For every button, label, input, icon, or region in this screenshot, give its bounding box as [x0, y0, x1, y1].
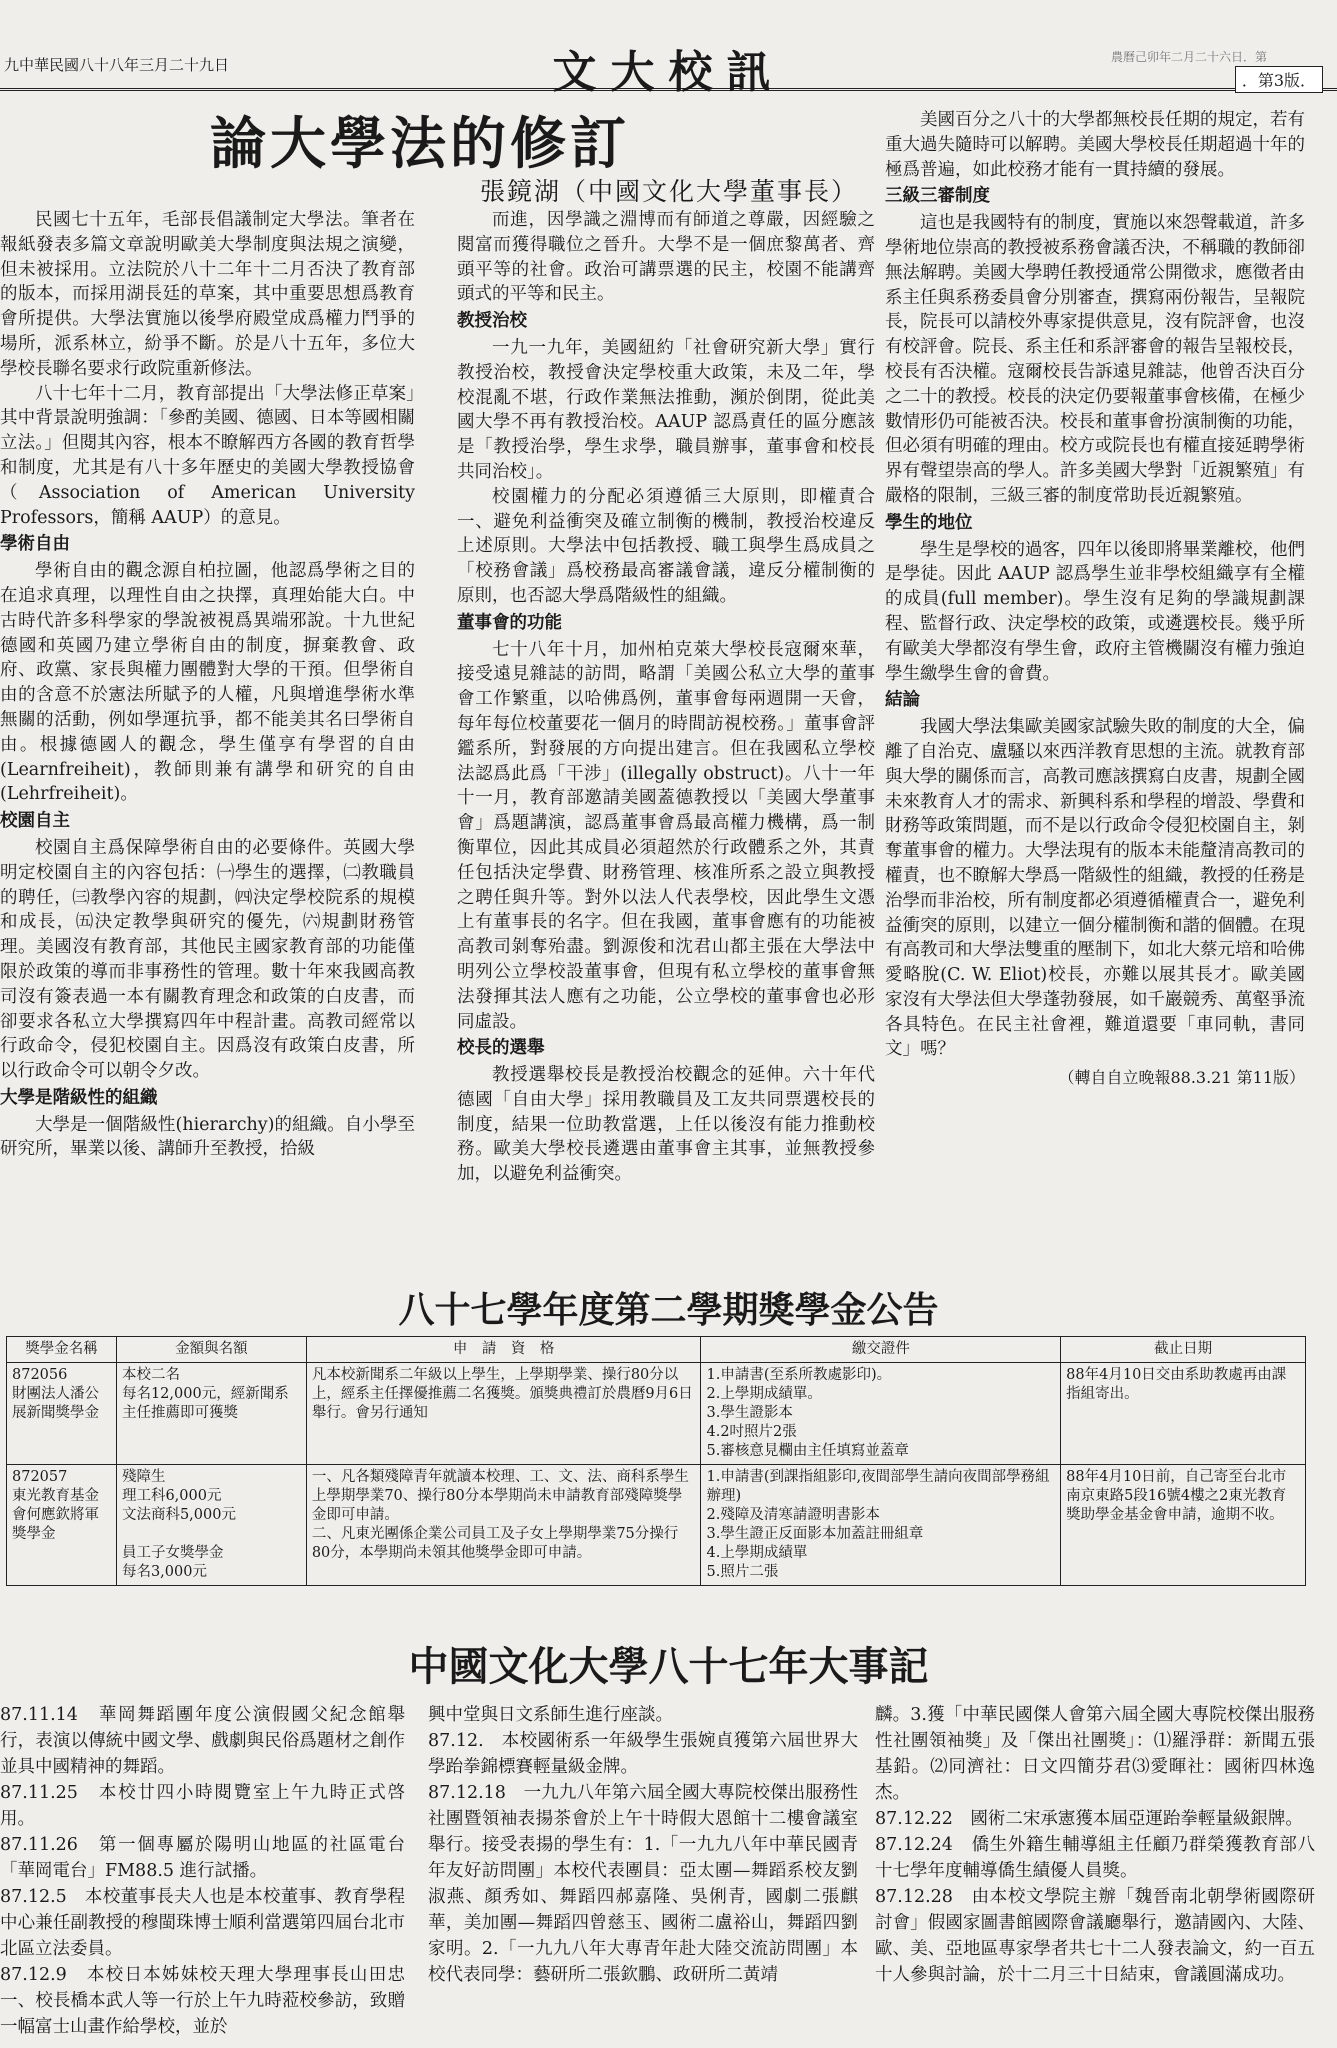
scholarship-table	[6, 1336, 1306, 1586]
event-entry: 87.12. 本校國術系一年級學生張婉貞獲第六屆世界大學跆拳錦標賽輕量級金牌。	[428, 1731, 858, 1777]
event-entry: 興中堂與日文系師生進行座談。	[428, 1705, 673, 1725]
article-column-1	[0, 208, 415, 1363]
table-header: 金額與名額	[116, 1337, 306, 1363]
section-heading: 董事會的功能	[457, 612, 562, 633]
table-header: 繳交證件	[701, 1337, 1061, 1363]
paragraph: 民國七十五年，毛部長倡議制定大學法。筆者在報紙發表多篇文章說明歐美大學制度與法規之演變，但未被採用。立法院於八十二年十二月否決了教育部的版本，而採用湖長廷的草案，其中重要思想爲教育會所提供。大學法實施以後學府殿堂成爲權力鬥爭的場所，派系林立，紛爭不斷。於是八十五年，多位大學校長聯名要求行政院重新修法。	[0, 210, 415, 379]
scholarship-title: 八十七學年度第二學期獎學金公告	[398, 1290, 939, 1331]
table-cell-qual: 一、凡各類殘障青年就讀本校理、工、文、法、商科系學生上學期學業70、操行80分本學期尚未申請教育部殘障獎學金即可申請。 二、凡東光團係企業公司員工及子女上學期學業75分操行80分，本學期尚未領其他獎學金即可申請。	[306, 1465, 701, 1586]
article-column-2	[457, 208, 875, 1363]
masthead-title: 文大校訊	[552, 47, 785, 98]
events-column-3	[875, 1702, 1315, 1988]
table-row	[7, 1363, 1306, 1465]
table-cell-deadline: 88年4月10日前，自己寄至台北市南京東路5段16號4樓之2東光教育獎助學金基金會申請，逾期不收。	[1061, 1465, 1306, 1586]
page-number: ．第3版．	[1235, 66, 1323, 93]
paragraph: 美國百分之八十的大學都無校長任期的規定，若有重大過失隨時可以解聘。美國大學校長任期超過十年的極爲普遍，如此校務才能有一貫持續的發展。	[885, 110, 1305, 180]
table-cell-name: 872056 財團法人潘公展新聞獎學金	[7, 1363, 117, 1465]
section-heading: 三級三審制度	[885, 186, 990, 207]
article-column-3	[885, 108, 1305, 1278]
section-heading: 大學是階級性的組織	[0, 1087, 158, 1108]
article-byline: 張鏡湖（中國文化大學董事長）	[480, 177, 859, 206]
event-entry: 87.12.28 由本校文學院主辦「魏晉南北朝學術國際研討會」假國家圖書館國際會議廳舉行，邀請國內、大陸、歐、美、亞地區專家學者共七十二人發表論文，約一百五十人參與討論，於十二月三十日結束，會議圓滿成功。	[875, 1887, 1315, 1985]
table-cell-qual: 凡本校新聞系二年級以上學生，上學期學業、操行80分以上，經系主任擇優推薦二名獲獎。頒獎典禮訂於農曆9月6日舉行。會另行通知	[306, 1363, 701, 1465]
masthead-lunar-date: 農曆己卯年二月二十六日．第	[1110, 50, 1267, 64]
paragraph: 校園自主爲保障學術自由的必要條件。英國大學明定校園自主的內容包括：㈠學生的選擇，㈡教職員的聘任，㈢教學內容的規劃，㈣決定學校院系的規模和成長，㈤決定教學與研究的優先，㈥規劃財務管理。美國沒有教育部，其他民主國家教育部的功能僅限於政策的導而非事務性的管理。數十年來我國高教司沒有簽表過一本有關教育理念和政策的白皮書，而卻要求各私立大學撰寫四年中程計畫。高教司經常以行政命令，侵犯校園自主。因爲沒有政策白皮書，所以行政命令可以朝令夕改。	[0, 837, 415, 1082]
section-heading: 學生的地位	[885, 512, 973, 533]
paragraph: 而進，因學識之淵博而有師道之尊嚴，因經驗之閱富而獲得職位之晉升。大學不是一個庶黎萬者、齊頭平等的社會。政治可講票選的民主，校園不能講齊頭式的平等和民主。	[457, 210, 875, 305]
events-column-1	[0, 1702, 405, 2040]
masthead	[0, 18, 1337, 98]
section-heading: 教授治校	[457, 311, 527, 332]
event-entry: 87.12.18 一九九八年第六屆全國大專院校傑出服務性社團暨領袖表揚茶會於上午十時假大恩館十二樓會議室舉行。接受表揚的學生有：1.「一九九八年中華民國青年友好訪問團」本校代表團員：亞太團—舞蹈系校友劉淑燕、顏秀如、舞蹈四郝嘉隆、吳俐青，國劇二張麒華，美加團—舞蹈四曾慈玉、國術二盧裕山，舞蹈四劉家明。2.「一九九八年大專青年赴大陸交流訪問團」本校代表同學：藝研所二張欽鵬、政研所二黃靖	[428, 1783, 858, 1985]
table-header: 截止日期	[1061, 1337, 1306, 1363]
paragraph: 學術自由的觀念源自柏拉圖，他認爲學術之目的在追求真理，以理性自由之抉擇，真理始能大白。中古時代許多科學家的學說被視爲異端邪說。十九世紀德國和英國乃建立學術自由的制度，摒棄教會、政府、政黨、家長與權力團體對大學的干預。但學術自由的含意不於憲法所賦予的人權，凡與增進學術水準無關的活動，例如學運抗爭，都不能美其名曰學術自由。根據德國人的觀念，學生僅享有學習的自由(Learnfreiheit)，教師則兼有講學和研究的自由(Lehrfreiheit)。	[0, 561, 415, 805]
section-heading: 校園自主	[0, 811, 70, 832]
paragraph: 教授選舉校長是教授治校觀念的延伸。六十年代德國「自由大學」採用教職員及工友共同票選校長的制度，結果一位助教當選，上任以後沒有能力推動校務。歐美大學校長遴選由董事會主其事，並無教授參加，以避免利益衝突。	[457, 1065, 875, 1185]
event-entry: 麟。3.獲「中華民國傑人會第六屆全國大專院校傑出服務性社團領袖獎」及「傑出社團獎」：⑴羅淨群：新聞五張基鉛。⑵同濟社：日文四簡芬君⑶愛暉社：國術四林逸杰。	[875, 1705, 1315, 1803]
table-cell-docs: 1.申請書(至系所教處影印)。 2.上學期成績單。 3.學生證影本 4.2吋照片2張 5.審核意見欄由主任填寫並蓋章	[701, 1363, 1061, 1465]
table-row	[7, 1465, 1306, 1586]
article-title: 論大學法的修訂	[210, 111, 630, 177]
event-entry: 87.12.24 僑生外籍生輔導組主任顧乃群榮獲教育部八十七學年度輔導僑生績優人員獎。	[875, 1835, 1315, 1881]
event-entry: 87.11.26 第一個專屬於陽明山地區的社區電台「華岡電台」FM88.5 進行試播。	[0, 1835, 405, 1881]
paragraph: 七十八年十月，加州柏克萊大學校長寇爾來華，接受遠見雜誌的訪問，略謂「美國公私立大學的董事會工作繁重，以哈佛爲例，董事會每兩週開一天會，每年每位校董要花一個月的時間訪視校務。」董事會評鑑系所，對發展的方向提出建言。但在我國私立學校法認爲此爲「干涉」(illegally obstruct)。八十一年十一月，教育部邀請美國蓋德教授以「美國大學董事會」爲題講演，認爲董事會爲最高權力機構，爲一制衡單位，因此其成員必須超然於行政體系之外，其責任包括決定學費、財務管理、核准所系之設立與教授之聘任與升等。對外以法人代表學校，因此學生文憑上有董事長的名字。但在我國，董事會應有的功能被高教司剝奪殆盡。劉源俊和沈君山都主張在大學法中明列公立學校設董事會，但現有私立學校的董事會無法發揮其法人應有之功能，公立學校的董事會也必形同虛設。	[457, 639, 875, 1032]
table-cell-name: 872057 東光教育基金會何應欽將軍獎學金	[7, 1465, 117, 1586]
masthead-date: 九中華民國八十八年三月二十九日	[4, 56, 230, 74]
events-title: 中國文化大學八十七年大事記	[408, 1644, 929, 1690]
event-entry: 87.12.22 國術二宋承憲獲本屆亞運跆拳輕量級銀牌。	[875, 1809, 1303, 1829]
paragraph: 學生是學校的過客，四年以後即將畢業離校，他們是學徒。因此 AAUP 認爲學生並非學校組織享有全權的成員(full member)。學生沒有足夠的學識規劃課程、監督行政、決定學校的政策，或遴選校長。幾乎所有歐美大學都沒有學生會，政府主管機關沒有權力強迫學生繳學生會的會費。	[885, 539, 1305, 684]
event-entry: 87.11.25 本校廿四小時閱覽室上午九時正式啓用。	[0, 1783, 405, 1829]
table-cell-amount: 殘障生 理工科6,000元 文法商科5,000元 員工子女獎學金 每名3,000元	[116, 1465, 306, 1586]
table-header: 申 請 資 格	[306, 1337, 701, 1363]
table-cell-docs: 1.申請書(到課指組影印,夜間部學生請向夜間部學務組辦理) 2.殘障及清寒請證明書影本 3.學生證正反面影本加蓋註冊組章 4.上學期成績單 5.照片二張	[701, 1465, 1061, 1586]
table-cell-amount: 本校二名 每名12,000元，經新聞系主任推薦即可獲獎	[116, 1363, 306, 1465]
paragraph: 大學是一個階級性(hierarchy)的組織。自小學至研究所，畢業以後、講師升至教授，拾級	[0, 1114, 415, 1160]
section-heading: 學術自由	[0, 534, 70, 555]
paragraph: 一九一九年，美國紐約「社會研究新大學」實行教授治校，教授會決定學校重大政策，未及二年，學校混亂不堪，行政作業無法推動，瀕於倒閉，從此美國大學不再有教授治校。AAUP 認爲責任的區分應該是「教授治學，學生求學，職員辦事，董事會和校長共同治校」。	[457, 337, 875, 482]
scholarship-header-row	[7, 1337, 1306, 1363]
event-entry: 87.11.14 華岡舞蹈團年度公演假國父紀念館舉行，表演以傳統中國文學、戲劇與民俗爲題材之創作並具中國精神的舞蹈。	[0, 1705, 405, 1777]
article-source: （轉自自立晚報88.3.21 第11版）	[1058, 1068, 1305, 1088]
section-heading: 校長的選舉	[457, 1038, 545, 1059]
events-column-2	[428, 1702, 858, 1988]
section-heading: 結論	[885, 690, 920, 711]
paragraph: 校園權力的分配必須遵循三大原則，即權責合一、避免利益衝突及確立制衡的機制，教授治校違反上述原則。大學法中包括教授、職工與學生爲成員之「校務會議」爲校務最高審議會議，違反分權制衡的原則，也否認大學爲階級性的組織。	[457, 486, 875, 606]
event-entry: 87.12.9 本校日本姊妹校天理大學理事長山田忠一、校長橋本武人等一行於上午九時蒞校參訪，致贈一幅富士山畫作給學校，並於	[0, 1965, 405, 2037]
table-cell-deadline: 88年4月10日交由系助教處再由課指組寄出。	[1061, 1363, 1306, 1465]
event-entry: 87.12.5 本校董事長夫人也是本校董事、教育學程中心兼任副教授的穆閩珠博士順利當選第四屆台北市北區立法委員。	[0, 1887, 405, 1959]
paragraph: 我國大學法集歐美國家試驗失敗的制度的大全，偏離了自治克、盧騷以來西洋教育思想的主流。就教育部與大學的關係而言，高教司應該撰寫白皮書，規劃全國未來教育人才的需求、新興科系和學程的增設、學費和財務等政策問題，而不是以行政命令侵犯校園自主，剝奪董事會的權力。大學法現有的版本未能釐清高教司的權責，也不瞭解大學爲一階級性的組織，教授的任務是治學而非治校，所有制度都必須遵循權責合一，避免利益衝突的原則，以建立一個分權制衡和諧的個體。在現有高教司和大學法雙重的壓制下，如北大蔡元培和哈佛愛略脫(C. W. Eliot)校長，亦難以展其長才。歐美國家沒有大學法但大學蓬勃發展，如千巖競秀、萬壑爭流各具特色。在民主社會裡，難道還要「車同軌，書同文」嗎？	[885, 717, 1305, 1060]
paragraph: 這也是我國特有的制度，實施以來怨聲載道，許多學術地位崇高的教授被系務會議否決，不稱職的教師卻無法解聘。美國大學聘任教授通常公開徵求，應徵者由系主任與系務委員會分別審查，撰寫兩份報告，呈報院長，院長可以請校外專家提供意見，沒有院評會，也沒有校評會。院長、系主任和系評審會的報告呈報校長，校長有否決權。寇爾校長告訴遠見雜誌，他曾否決百分之二十的教授。校長的決定仍要報董事會核備，在極少數情形仍可能被否決。校長和董事會扮演制衡的功能，但必須有明確的理由。校方或院長也有權直接延聘學術界有聲望崇高的學人。許多美國大學對「近親繁殖」有嚴格的限制，三級三審的制度常助長近親繁殖。	[885, 213, 1305, 506]
table-header: 獎學金名稱	[7, 1337, 117, 1363]
paragraph: 八十七年十二月，教育部提出「大學法修正草案」其中背景說明強調：「參酌美國、德國、日本等國相關立法。」但閱其內容，根本不瞭解西方各國的教育哲學和制度，尤其是有八十多年歷史的美國大學教授協會（Association of American University Professors，簡稱 AAUP）的意見。	[0, 383, 415, 528]
